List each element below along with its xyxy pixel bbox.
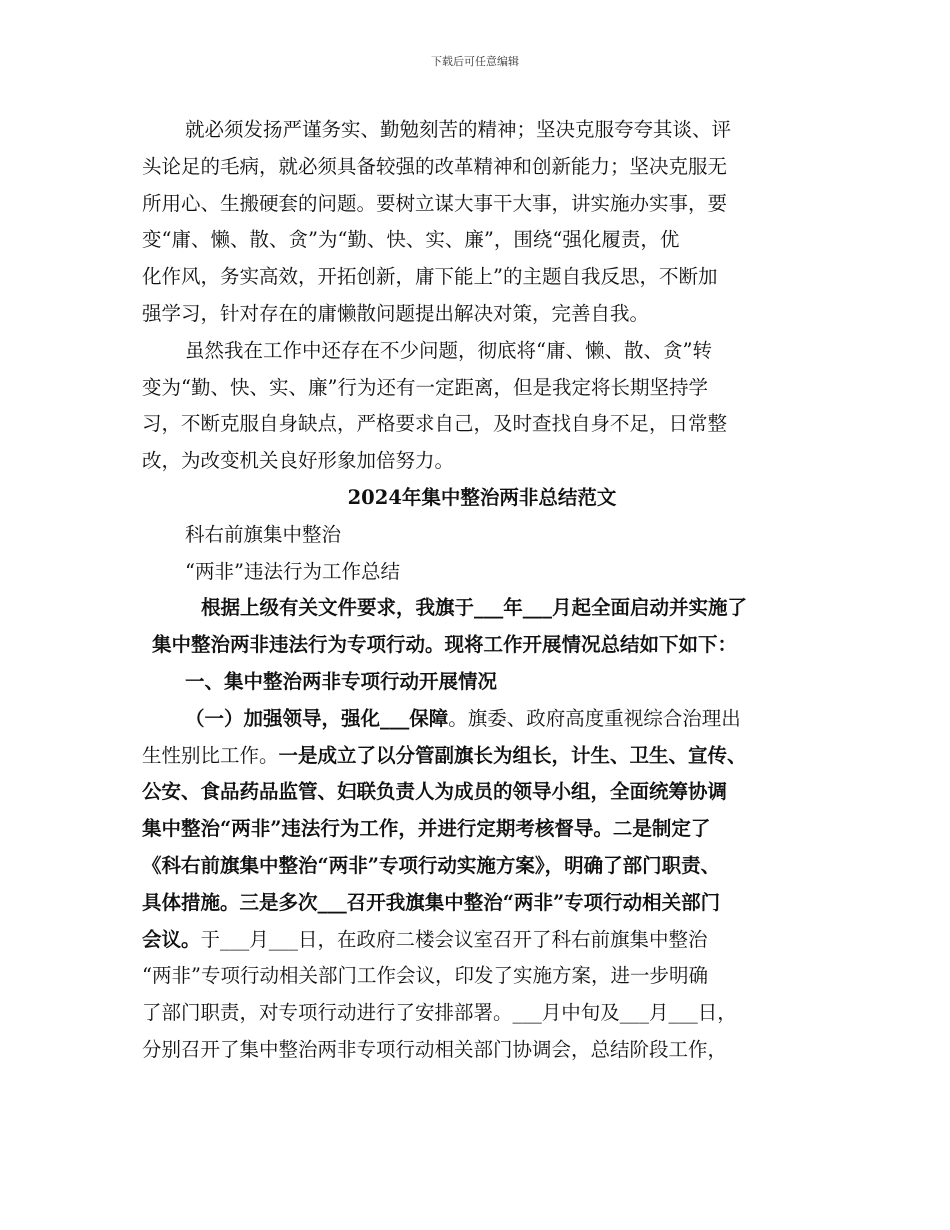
item1-line: 公安、食品药品监管、妇联负责人为成员的领导小组，全面统筹协调: [142, 780, 728, 804]
para1-line: 就必须发扬严谨务实、勤勉刻苦的精神；坚决克服夸夸其谈、评: [185, 118, 732, 141]
para1-line: 变“庸、懒、散、贪”为“勤、快、实、廉”，围绕“强化履责，优: [142, 228, 680, 252]
intro-line: 根据上级有关文件要求，我旗于___年___月起全面启动并实施了: [201, 596, 748, 620]
para2-line: 变为“勤、快、实、廉”行为还有一定距离，但是我定将长期坚持学: [142, 375, 708, 399]
item1-bold-lead: （一）加强领导，强化___保障: [185, 706, 449, 730]
item1-line: 了部门职责，对专项行动进行了安排部署。___月中旬及___月___日，: [142, 1001, 737, 1025]
para2-line: 虽然我在工作中还存在不少问题，彻底将“庸、懒、散、贪”转: [185, 338, 712, 362]
item1-bold-text: 一是成立了以分管副旗长为组长，计生、卫生、宣传、: [278, 743, 747, 767]
item1-bold-text: 会议。: [142, 927, 201, 951]
item1-line: 分别召开了集中整治两非专项行动相关部门协调会，总结阶段工作，: [142, 1037, 728, 1061]
document-body: [142, 112, 822, 1069]
item1-line: [142, 738, 822, 775]
para1-line: 化作风，务实高效，开拓创新，庸下能上”的主题自我反思，不断加: [142, 265, 718, 289]
section-heading: 一、集中整治两非专项行动开展情况: [185, 669, 498, 693]
item1-text: 生性别比工作。: [142, 743, 279, 767]
para1-line: 头论足的毛病，就必须具备较强的改革精神和创新能力；坚决克服无: [142, 154, 728, 178]
item1-line: 集中整治“两非”违法行为工作，并进行定期考核督导。二是制定了: [142, 817, 711, 841]
para1-line: 强学习，针对存在的庸懒散问题提出解决对策，完善自我。: [142, 301, 650, 325]
para2-line: 改，为改变机关良好形象加倍努力。: [142, 449, 455, 473]
item1-line: 《科右前旗集中整治“两非”专项行动实施方案》，明确了部门职责、: [142, 853, 721, 877]
intro-line: 集中整治两非违法行为专项行动。现将工作开展情况总结如下如下：: [152, 633, 738, 657]
item1-line: [142, 922, 822, 959]
item1-rest: 。旗委、政府高度重视综合治理出: [448, 706, 741, 730]
page-header: 下载后可任意编辑: [431, 55, 519, 68]
document-title: 2024年集中整治两非总结范文: [347, 485, 617, 509]
para1-line: 所用心、生搬硬套的问题。要树立谋大事干大事，讲实施办实事，要: [142, 191, 728, 215]
item1-text: 于___月___日，在政府二楼会议室召开了科右前旗集中整治: [200, 927, 708, 951]
item1-line: 具体措施。三是多次___召开我旗集中整治“两非”专项行动相关部门: [142, 890, 721, 914]
item1-line: “两非”专项行动相关部门工作会议，印发了实施方案，进一步明确: [142, 964, 708, 988]
subtitle-line: “两非”违法行为工作总结: [185, 559, 400, 583]
para2-line: 习，不断克服自身缺点，严格要求自己，及时查找自身不足，日常整: [142, 412, 728, 436]
subtitle-line: 科右前旗集中整治: [185, 522, 342, 546]
item1-line: [142, 701, 822, 738]
